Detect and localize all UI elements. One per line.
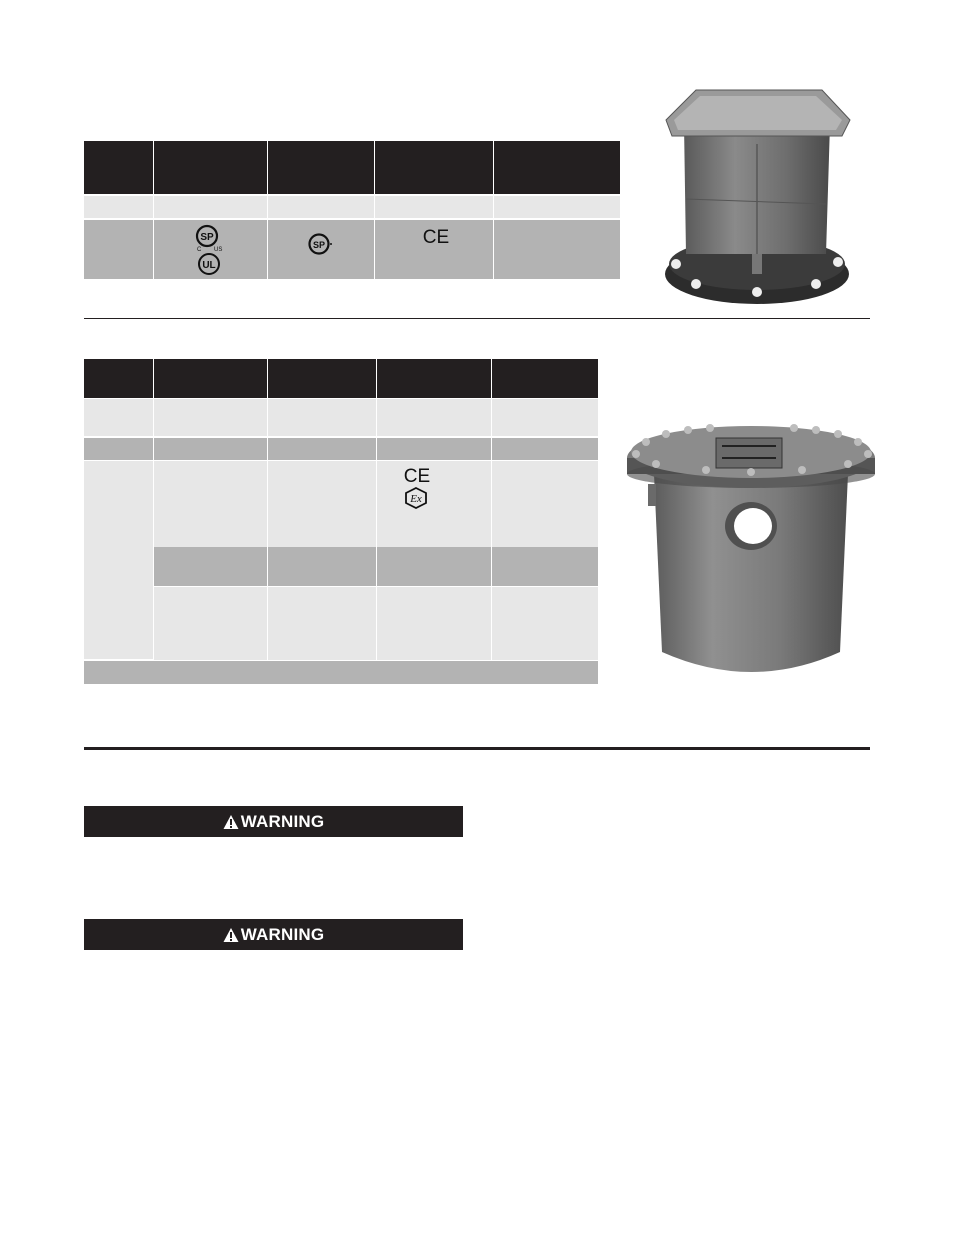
warning-banner [84, 919, 463, 950]
ce-mark-icon [402, 465, 432, 485]
svg-text:C: C [197, 247, 202, 252]
table-row [154, 547, 598, 586]
csa-c-us-mark-icon [193, 224, 223, 252]
svg-text:Ex: Ex [410, 493, 422, 505]
svg-text:UL: UL [202, 260, 216, 271]
table-row [84, 220, 620, 279]
octagonal-basin-photo [656, 84, 858, 308]
table-row [84, 438, 598, 460]
merged-cell [84, 461, 154, 659]
section-divider [84, 318, 870, 319]
table-row [154, 461, 598, 547]
table-row [154, 587, 598, 660]
warning-label: WARNING [240, 811, 325, 831]
header-cell [84, 141, 154, 194]
header-cell [268, 141, 375, 194]
csa-mark-icon [306, 233, 336, 257]
warning-triangle-icon [223, 927, 239, 943]
svg-text:SP: SP [200, 232, 214, 243]
table-footer-row [84, 661, 598, 684]
header-cell [494, 141, 620, 194]
warning-triangle-icon [223, 814, 239, 830]
warning-banner [84, 806, 463, 837]
svg-text:CE: CE [422, 227, 450, 246]
table-row [84, 399, 598, 436]
header-cell [154, 141, 268, 194]
ul-mark-icon [197, 252, 223, 276]
warning-label: WARNING [240, 924, 325, 944]
table-1-header-row [84, 141, 620, 194]
header-cell [375, 141, 494, 194]
svg-text:US: US [214, 247, 223, 252]
table-2-header-row [84, 359, 598, 398]
ce-mark-icon [421, 226, 451, 246]
svg-text:CE: CE [403, 466, 431, 485]
atex-ex-mark-icon [404, 487, 428, 509]
section-divider [84, 747, 870, 750]
round-basin-photo [626, 422, 878, 678]
table-row [84, 196, 620, 218]
svg-text:SP: SP [312, 240, 326, 250]
